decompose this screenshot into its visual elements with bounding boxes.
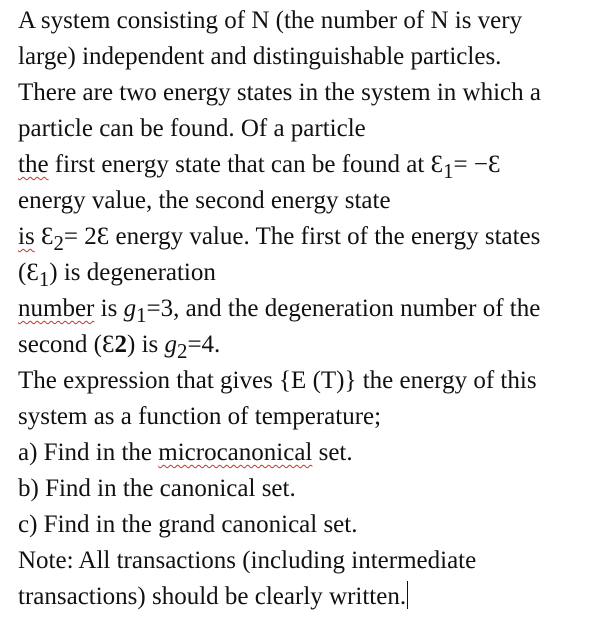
spellcheck-flag: number bbox=[18, 295, 95, 322]
text-line: second (Ɛ2) is $g_2=4$. bbox=[18, 331, 221, 363]
spellcheck-flag: the bbox=[18, 151, 49, 178]
text-cursor bbox=[407, 581, 408, 609]
text-line: c) Find in the grand canonical set. bbox=[18, 511, 358, 538]
text-line: $(Ɛ_1)$ is degeneration bbox=[18, 259, 216, 291]
text-line: A system consisting of N (the number of N is very bbox=[18, 7, 523, 34]
text-line: Note: All transactions (including intermediate bbox=[18, 547, 477, 574]
text-line: particle can be found. Of a particle bbox=[18, 115, 366, 142]
text-line: transactions) should be clearly written. bbox=[18, 583, 407, 610]
text-line: The expression that gives {E (T)} the energy of this bbox=[18, 367, 537, 394]
text-line: number is $g_1=3$, and the degeneration number of the bbox=[18, 295, 541, 327]
question-text[interactable] bbox=[18, 3, 608, 615]
text-line: There are two energy states in the system in which a bbox=[18, 79, 541, 106]
text-line: is $Ɛ_2=$ 2Ɛ energy value. The first of the energy states bbox=[18, 223, 541, 255]
text-line: system as a function of temperature; bbox=[18, 403, 382, 430]
text-line: large) independent and distinguishable particles. bbox=[18, 43, 502, 70]
text-line: energy value, the second energy state bbox=[18, 187, 391, 214]
text-line: the first energy state that can be found at $Ɛ_1=$ −Ɛ bbox=[18, 151, 501, 183]
spellcheck-flag: microcanonical bbox=[158, 439, 313, 466]
spellcheck-flag: is bbox=[18, 223, 35, 250]
text-line: b) Find in the canonical set. bbox=[18, 475, 296, 502]
text-line: a) Find in the microcanonical set. bbox=[18, 439, 353, 466]
